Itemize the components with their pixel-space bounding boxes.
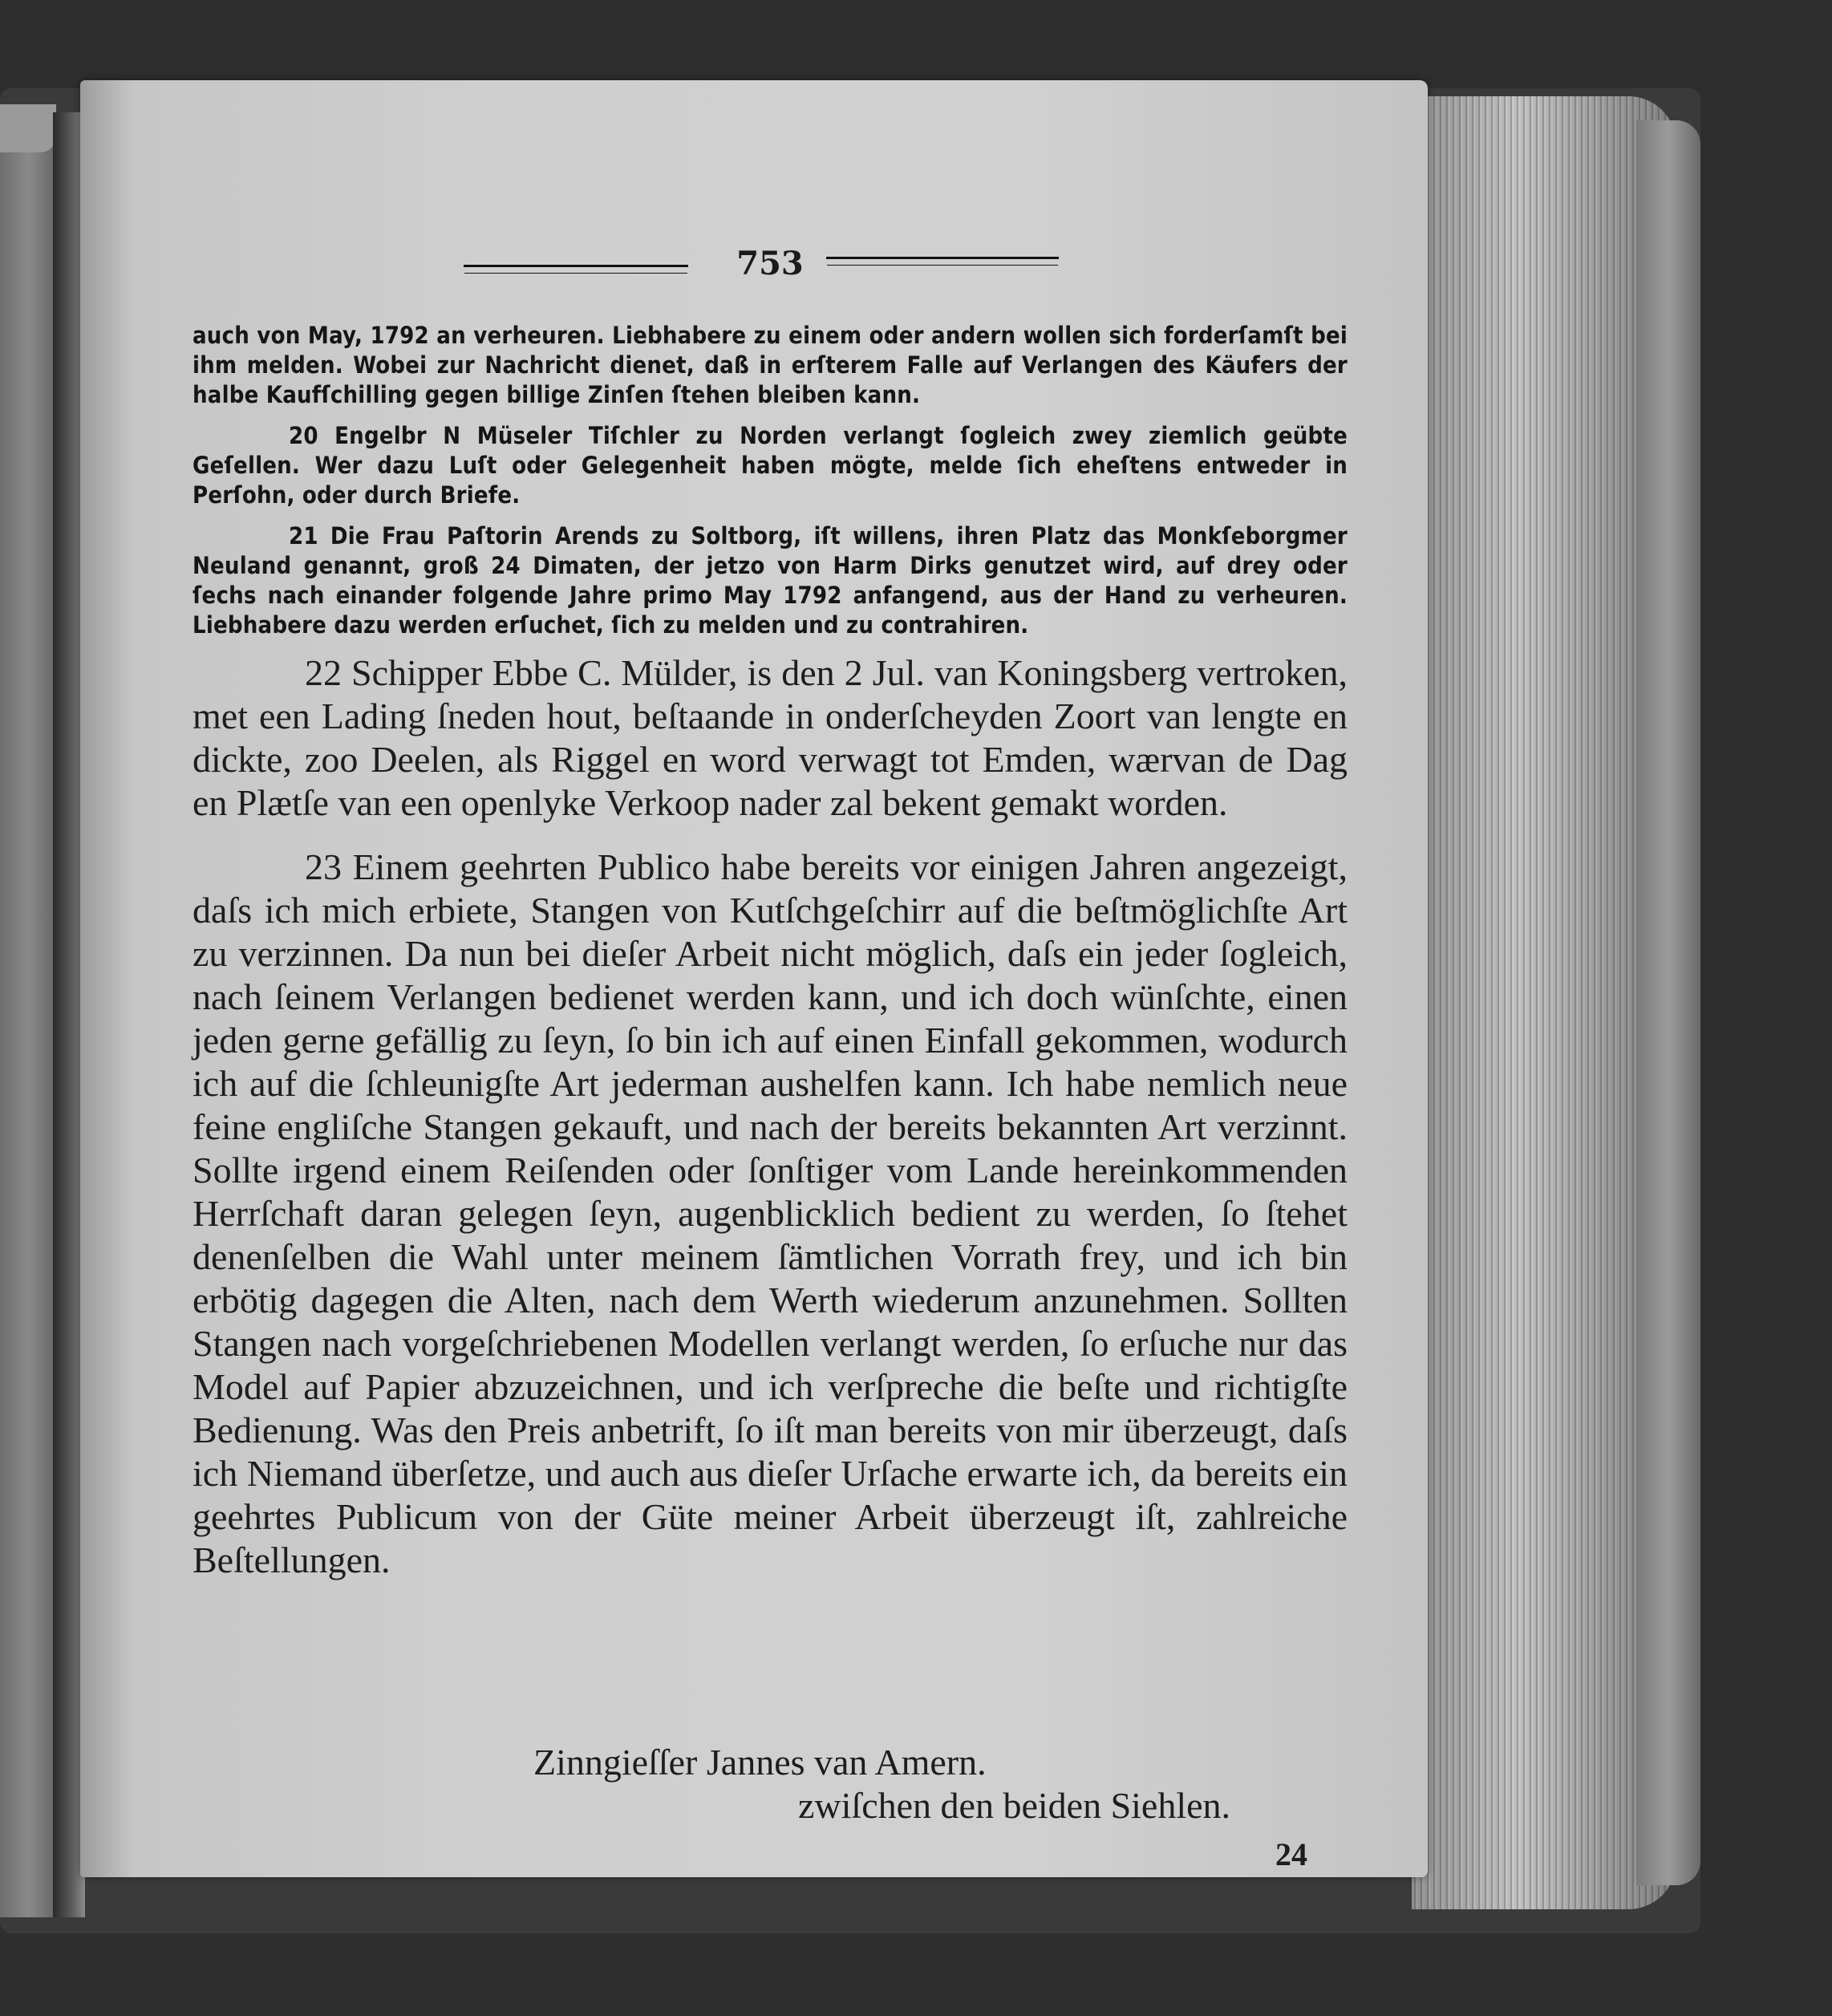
paragraph-continuation: auch von May, 1792 an verheuren. Liebhabere zu einem oder andern wollen sich forderſamſt bei ihm melden. Wobei zur Nachricht dienet, daß in erſterem Falle auf Verlangen des Käufers der halbe Kaufſchilling gegen billige Zinſen ſtehen bleiben kann.	[193, 322, 1348, 408]
paragraph-22: 22 Schipper Ebbe C. Mülder, is den 2 Jul. van Koningsberg vertroken, met een Lading ſneden hout, beſtaande in onderſcheyden Zoort van lengte en dickte, zoo Deelen, als Riggel en word verwagt tot Emden, wærvan de Dag en Plætſe van een openlyke Verkoop nader zal bekent gemakt worden.	[193, 652, 1348, 823]
header-rule-left	[464, 265, 688, 267]
page-header	[457, 245, 1067, 293]
signature-name: Zinngieſſer Jannes van Amern.	[533, 1742, 987, 1783]
page-number: 753	[736, 245, 804, 282]
page-body	[193, 321, 1348, 1582]
left-page-corner	[0, 104, 56, 152]
catchword: 24	[1275, 1836, 1307, 1872]
paragraph-21: 21 Die Frau Paſtorin Arends zu Soltborg, iſt willens, ihren Platz das Monkſeborgmer Neuland genannt, groß 24 Dimaten, der jetzo von Harm Dirks genutzet wird, auf drey oder ſechs nach einander folgende Jahre primo May 1792 anfangend, aus der Hand zu verheuren. Liebhabere dazu werden erſuchet, ſich zu melden und zu contrahiren.	[193, 522, 1348, 639]
paragraph-23: 23 Einem geehrten Publico habe bereits vor einigen Jahren angezeigt, daſs ich mich erbiete, Stangen von Kutſchgeſchirr auf die beſtmöglichſte Art zu verzinnen. Da nun bei dieſer Arbeit nicht möglich, daſs ein jeder ſogleich, nach ſeinem Verlangen bedienet werden kann, und ich doch wünſchte, einen jeden gerne gefällig zu ſeyn, ſo bin ich auf einen Einfall gekommen, wodurch ich auf die ſchleunigſte Art jederman aushelfen kann. Ich habe nemlich neue feine engliſche Stangen gekauft, und nach der bereits bekannten Art verzinnt. Sollte irgend einem Reiſenden oder ſonſtiger vom Lande hereinkommenden Herrſchaft daran gelegen ſeyn, augenblicklich bedient zu werden, ſo ſtehet denenſelben die Wahl unter meinem ſämtlichen Vorrath frey, und ich bin erbötig dagegen die Alten, nach dem Werth wiederum anzunehmen. Sollten Stangen nach vorgeſchriebenen Modellen verlangt werden, ſo erſuche nur das Model auf Papier abzuzeichnen, und ich verſpreche die beſte und richtigſte Bedienung. Was den Preis anbetrift, ſo iſt man bereits von mir überzeugt, daſs ich Niemand überſetze, und auch aus dieſer Urſache erwarte ich, da bereits ein geehrtes Publicum von der Güte meiner Arbeit überzeugt iſt, zahlreiche Beſtellungen.	[193, 846, 1348, 1580]
signature-block	[533, 1741, 1255, 1827]
right-page	[80, 80, 1428, 1877]
header-rule-right	[826, 257, 1059, 259]
signature-place: zwiſchen den beiden Siehlen.	[798, 1785, 1231, 1826]
paragraph-20: 20 Engelbr N Müseler Tiſchler zu Norden verlangt ſogleich zwey ziemlich geübte Geſellen. Wer dazu Luſt oder Gelegenheit haben mögte, melde ſich eheſtens entweder in Perſohn, oder durch Briefe.	[193, 422, 1348, 509]
book-cover-right	[1636, 120, 1700, 1885]
